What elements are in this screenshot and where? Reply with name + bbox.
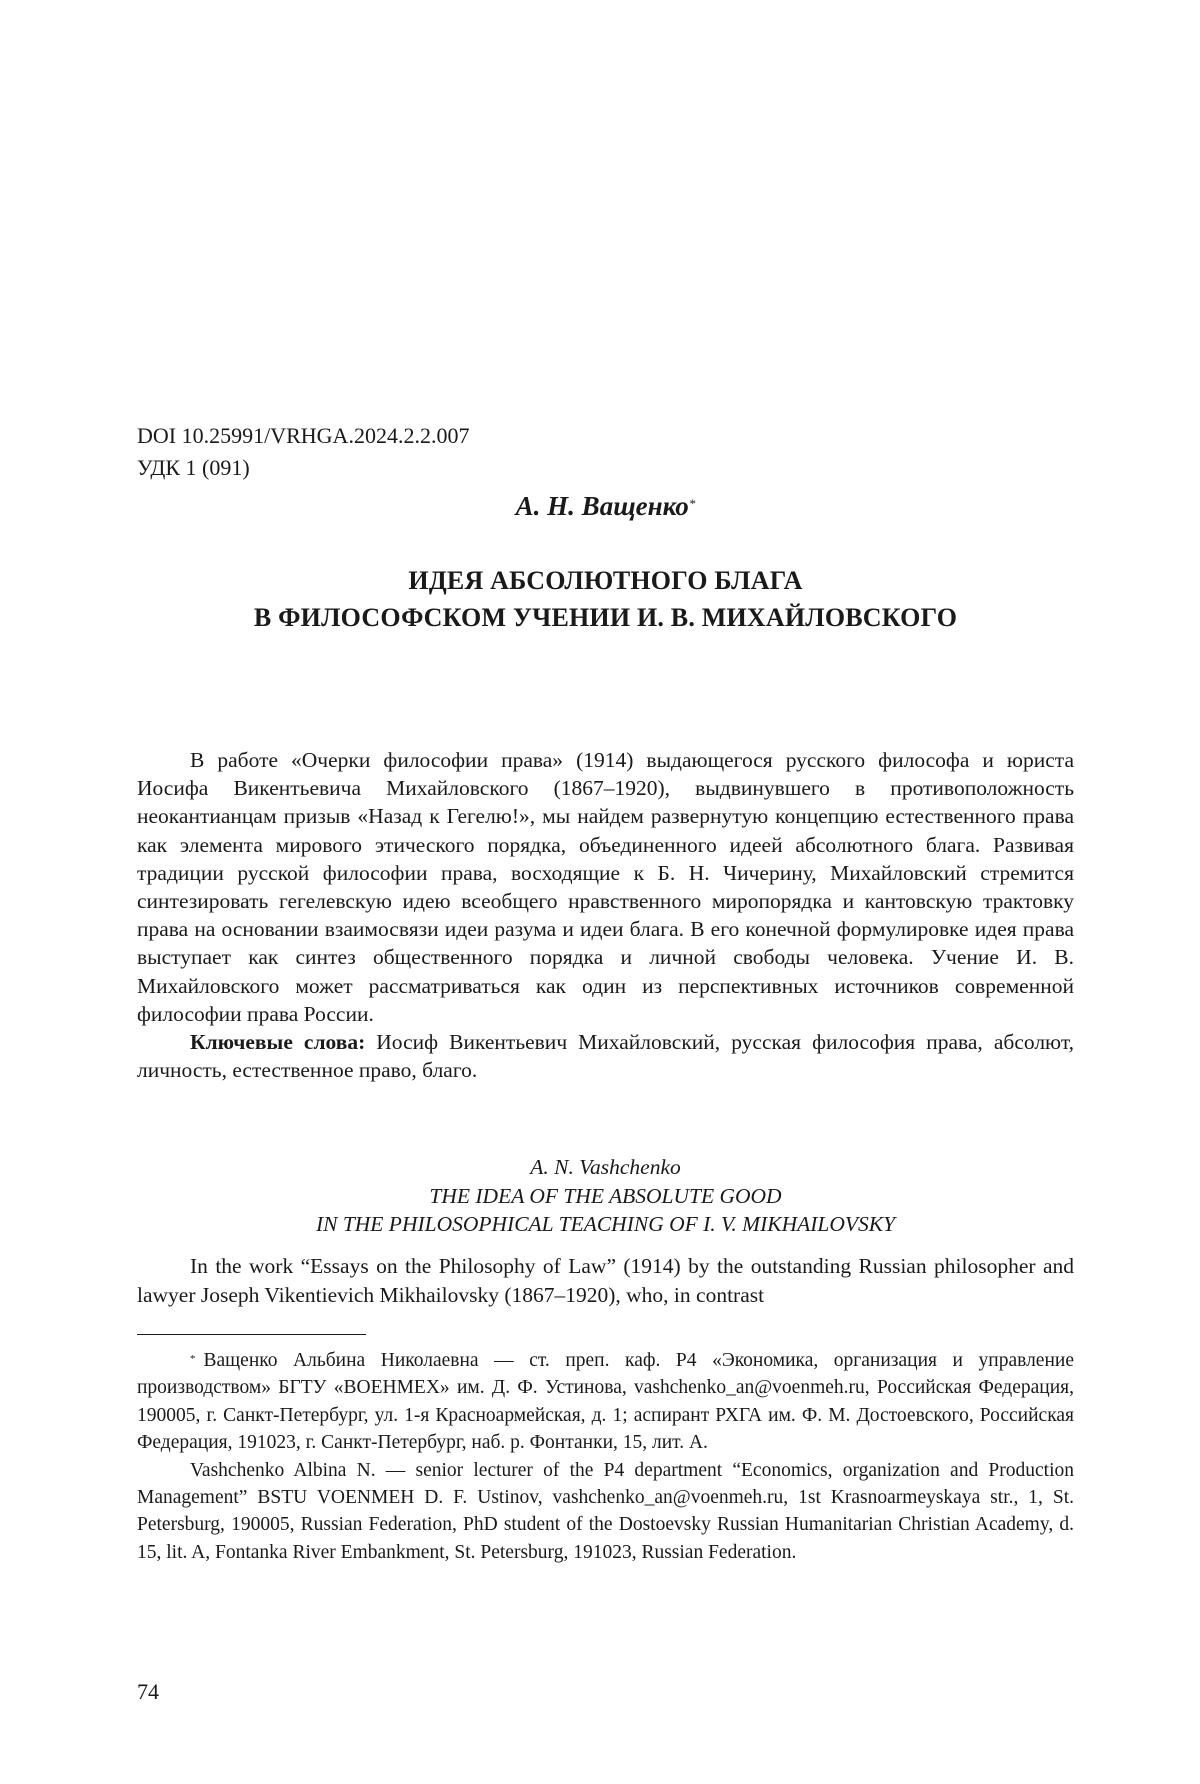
keywords-label: Ключевые слова: [190,1030,365,1054]
english-heading [137,1153,1074,1239]
article-page [137,0,1074,1784]
doi-line: DOI 10.25991/VRHGA.2024.2.2.007 [137,421,469,451]
title-en-line-2: IN THE PHILOSOPHICAL TEACHING OF I. V. MIKHAILOVSKY [137,1210,1074,1239]
english-abstract [137,1252,1074,1309]
page-number: 74 [137,1677,159,1707]
title-line-2: В ФИЛОСОФСКОМ УЧЕНИИ И. В. МИХАЙЛОВСКОГО [137,599,1074,636]
author-name-text: А. Н. Ващенко [516,491,689,521]
abstract-paragraph: В работе «Очерки философии права» (1914) выдающегося русского философа и юриста Иосифа Викентьевича Михайловского (1867–1920), выдвинувшего в противоположность неокантианцам призыв «Назад к Гегелю!», мы найдем развернутую концепцию естественного права как элемента мирового этического порядка, объединенного идеей абсолютного блага. Развивая традиции русской философии права, восходящие к Б. Н. Чичерину, Михайловский стремится синтезировать гегелевскую идею всеобщего нравственного миропорядка и кантовскую трактовку права на основании взаимосвязи идеи разума и идеи блага. В его конечной формулировке идея права выступает как синтез общественного порядка и личной свободы человека. Учение И. В. Михайловского может рассматриваться как один из перспективных источников современной философии права России. [137,746,1074,1028]
keywords-text: Иосиф Викентьевич Михайловский, русская философия права, абсолют, личность, естественное право, благо. [137,1030,1074,1082]
footnote-en: Vashchenko Albina N. — senior lecturer of the P4 department “Economics, organization and Production Management” BSTU VOENMEH D. F. Ustinov, vashchenko_an@voenmeh.ru, 1st Krasnoarmeyskaya str., 1, St. Petersburg, 190005, Russian Federation, PhD student of the Dostoevsky Russian Humanitarian Christian Academy, d. 15, lit. A, Fontanka River Embankment, St. Petersburg, 191023, Russian Federation. [137,1457,1074,1567]
title-en-line-1: THE IDEA OF THE ABSOLUTE GOOD [137,1182,1074,1211]
author-name-en: A. N. Vashchenko [137,1153,1074,1182]
author-name-ru [137,489,1074,523]
footnote-mark: * [190,1353,196,1365]
udk-line: УДК 1 (091) [137,453,250,483]
keywords-paragraph [137,1028,1074,1084]
abstract-ru [137,746,1074,1084]
footnote-ru-text: Ващенко Альбина Николаевна — ст. преп. каф. Р4 «Экономика, организация и управление производством» БГТУ «ВОЕНМЕХ» им. Д. Ф. Устинова, vashchenko_an@voenmeh.ru, Российская Федерация, 190005, г. Санкт-Петербург, ул. 1-я Красноармейская, д. 1; аспирант РХГА им. Ф. М. Достоевского, Российская Федерация, 191023, г. Санкт-Петербург, наб. р. Фонтанки, 15, лит. А. [137,1350,1074,1453]
footnotes [137,1347,1074,1566]
footnote-ru [137,1347,1074,1457]
article-title-ru [137,562,1074,636]
author-footnote-mark: * [689,496,696,511]
english-abstract-paragraph: In the work “Essays on the Philosophy of Law” (1914) by the outstanding Russian philosopher and lawyer Joseph Vikentievich Mikhailovsky (1867–1920), who, in contrast [137,1252,1074,1309]
footnote-divider [137,1334,366,1335]
title-line-1: ИДЕЯ АБСОЛЮТНОГО БЛАГА [137,562,1074,599]
